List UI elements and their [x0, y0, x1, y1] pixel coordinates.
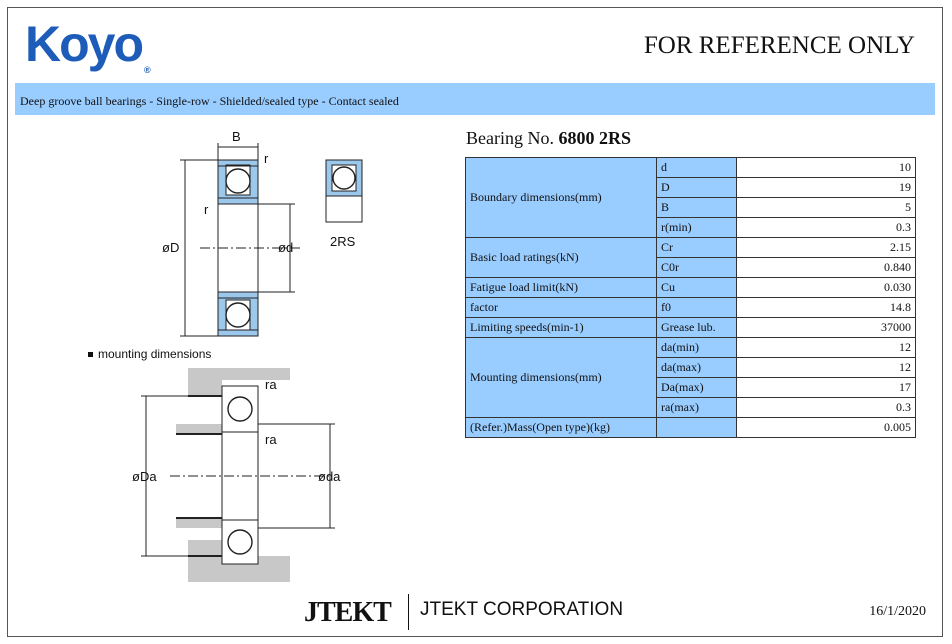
label-r-top: r: [264, 151, 269, 166]
spec-group-label: Basic load ratings(kN): [466, 238, 657, 278]
label-Da: øDa: [132, 469, 157, 484]
spec-value: 2.15: [737, 238, 916, 258]
spec-symbol: d: [657, 158, 737, 178]
label-D: øD: [162, 240, 180, 255]
product-type-banner: Deep groove ball bearings - Single-row - Shielded/sealed type - Contact sealed: [15, 83, 935, 115]
spec-row: [466, 318, 916, 338]
footer-divider: [408, 594, 409, 630]
spec-value: 0.030: [737, 278, 916, 298]
spec-row: [466, 158, 916, 178]
spec-row: [466, 238, 916, 258]
spec-symbol: B: [657, 198, 737, 218]
spec-group-label: Fatigue load limit(kN): [466, 278, 657, 298]
label-r-side: r: [204, 202, 209, 217]
spec-symbol: da(max): [657, 358, 737, 378]
spec-symbol: Grease lub.: [657, 318, 737, 338]
bearing-title: Bearing No. 6800 2RS: [466, 128, 631, 148]
spec-symbol: ra(max): [657, 398, 737, 418]
spec-symbol: Cu: [657, 278, 737, 298]
spec-symbol: r(min): [657, 218, 737, 238]
spec-value: 19: [737, 178, 916, 198]
bearing-diagram: [0, 0, 460, 590]
spec-table: [465, 157, 916, 438]
spec-group-label: Boundary dimensions(mm): [466, 158, 657, 238]
spec-row: [466, 298, 916, 318]
spec-row: [466, 278, 916, 298]
spec-symbol: f0: [657, 298, 737, 318]
spec-symbol: C0r: [657, 258, 737, 278]
document-date: 16/1/2020: [869, 604, 926, 619]
spec-symbol: da(min): [657, 338, 737, 358]
bullet-square-icon: [88, 352, 93, 357]
spec-group-label: factor: [466, 298, 657, 318]
spec-symbol: [657, 418, 737, 438]
label-ra-top: ra: [265, 377, 277, 392]
spec-group-label: (Refer.)Mass(Open type)(kg): [466, 418, 657, 438]
corporation-name: JTEKT CORPORATION: [420, 599, 624, 620]
label-ra-mid: ra: [265, 432, 277, 447]
spec-symbol: D: [657, 178, 737, 198]
koyo-logo: Koyo ®: [25, 16, 151, 75]
spec-value: 14.8: [737, 298, 916, 318]
spec-value: 5: [737, 198, 916, 218]
spec-value: 37000: [737, 318, 916, 338]
spec-value: 17: [737, 378, 916, 398]
label-B: B: [232, 129, 241, 144]
jtekt-logo: JTEKT: [304, 597, 391, 628]
spec-value: 0.840: [737, 258, 916, 278]
spec-value: 0.005: [737, 418, 916, 438]
spec-value: 0.3: [737, 398, 916, 418]
label-d: ød: [278, 240, 294, 255]
spec-symbol: Da(max): [657, 378, 737, 398]
spec-value: 12: [737, 338, 916, 358]
spec-value: 12: [737, 358, 916, 378]
label-da: øda: [318, 469, 341, 484]
spec-value: 10: [737, 158, 916, 178]
label-2RS: 2RS: [330, 234, 356, 249]
reference-note: FOR REFERENCE ONLY: [643, 32, 915, 59]
spec-row: [466, 418, 916, 438]
spec-group-label: Limiting speeds(min-1): [466, 318, 657, 338]
spec-group-label: Mounting dimensions(mm): [466, 338, 657, 418]
spec-symbol: Cr: [657, 238, 737, 258]
spec-value: 0.3: [737, 218, 916, 238]
spec-row: [466, 338, 916, 358]
mounting-dimensions-label: mounting dimensions: [88, 347, 211, 361]
